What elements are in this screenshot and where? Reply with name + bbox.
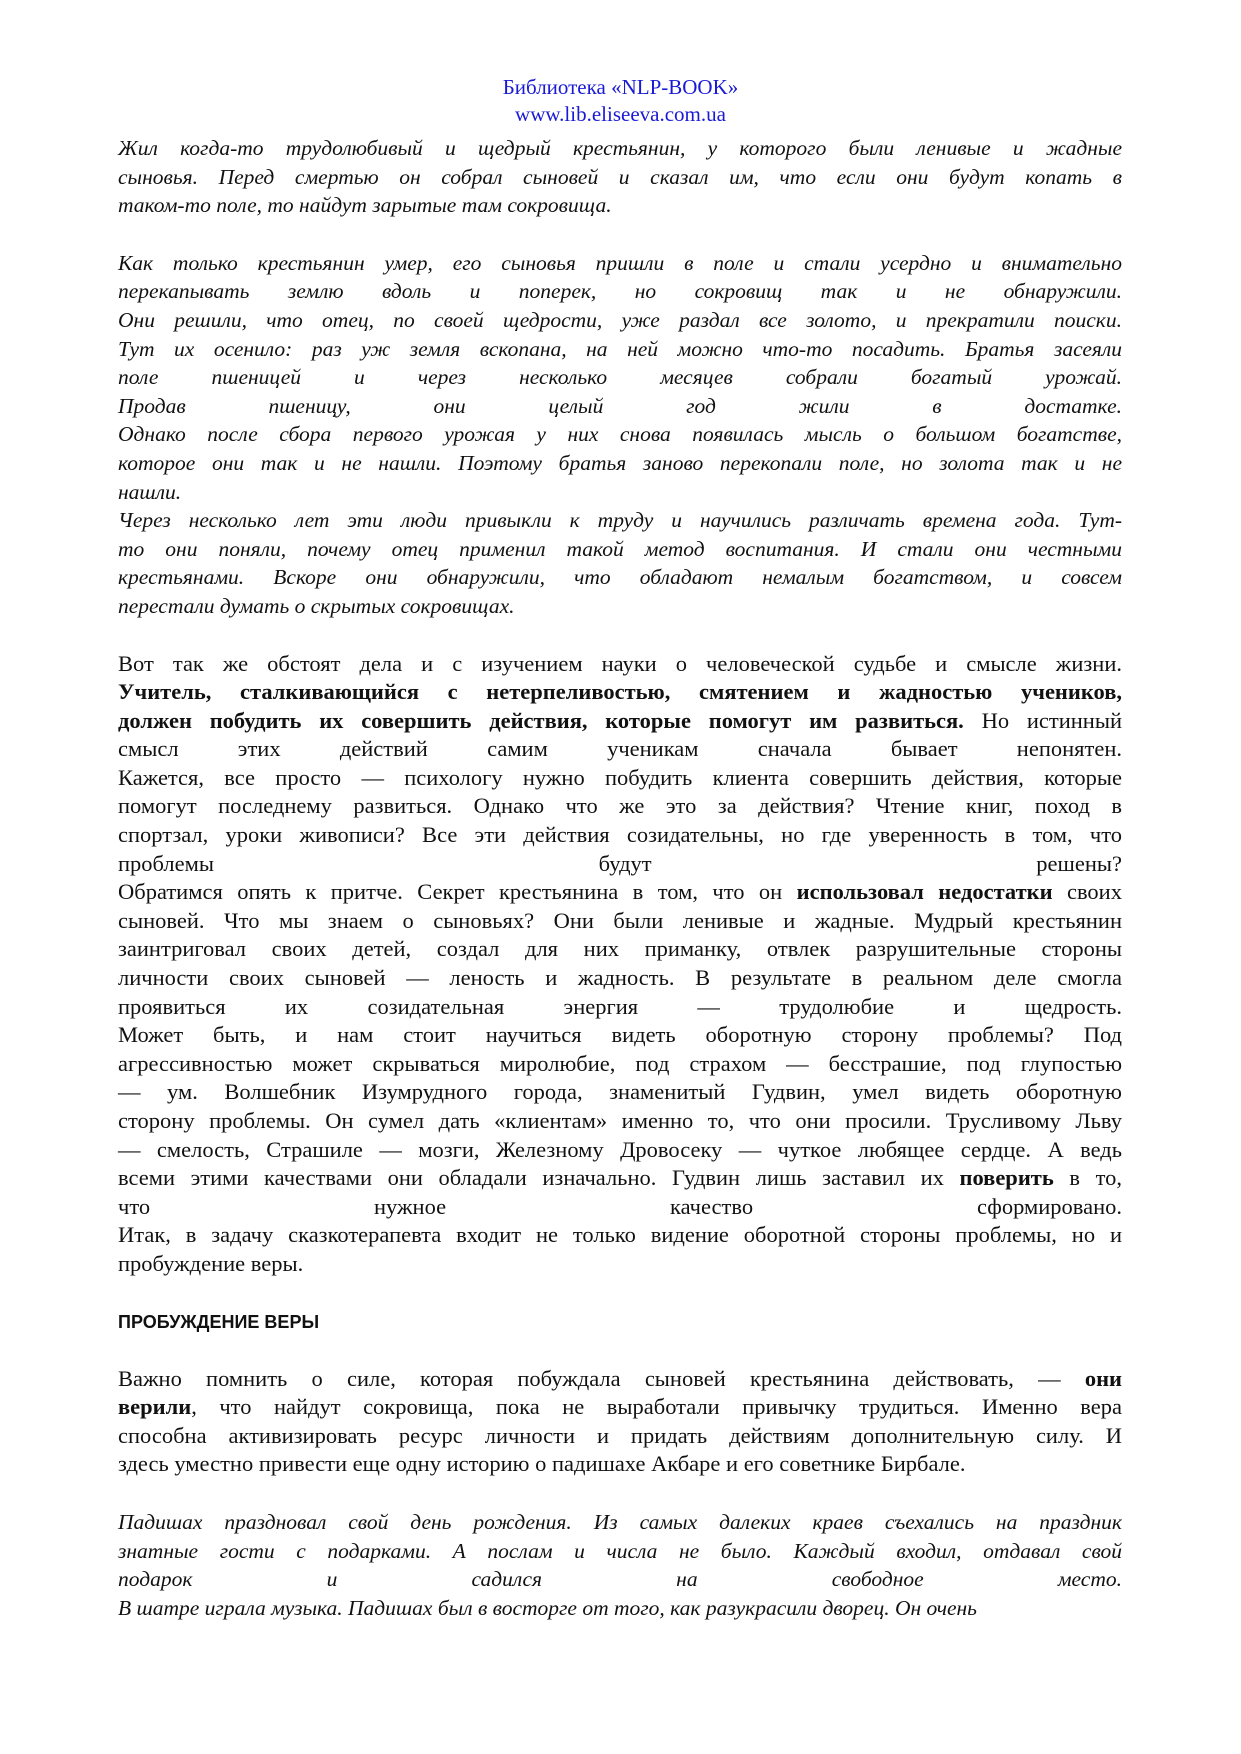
- text-run: спортзал, уроки живописи? Все эти действия созидательны, но где уверенность в том, что: [118, 822, 1122, 848]
- text-run: — смелость, Страшиле — мозги, Железному Дровосеку — чуткое любящее сердце. А ведь: [118, 1136, 1122, 1162]
- text-run: Кажется, все просто — психологу нужно побудить клиента совершить действия, которые: [118, 764, 1122, 790]
- text-run: Продав пшеницу, они целый год жили в достатке.: [118, 393, 1122, 418]
- text-run: личности своих сыновей — леность и жадность. В результате в реальном деле смогла: [118, 965, 1122, 991]
- text-run: Вот так же обстоят дела и с изучением науки о человеческой судьбе и смысле жизни.: [118, 650, 1122, 676]
- text-run: знатные гости с подарками. А послам и числа не было. Каждый входил, отдавал свой: [118, 1538, 1122, 1563]
- text-line: [118, 249, 1122, 278]
- text-line: [118, 392, 1122, 421]
- paragraph-spacer: [118, 1336, 1122, 1365]
- text-line: [118, 420, 1122, 449]
- text-run: Может быть, и нам стоит научиться видеть оборотную сторону проблемы? Под: [118, 1022, 1122, 1048]
- text-run: крестьянами. Вскоре они обнаружили, что обладают немалым богатством, и совсем: [118, 565, 1122, 590]
- paragraph-spacer: [118, 220, 1122, 249]
- text-run: — ум. Волшебник Изумрудного города, знаменитый Гудвин, умел видеть оборотную: [118, 1079, 1122, 1105]
- text-line: [118, 1537, 1122, 1566]
- text-run: которое они так и не нашли. Поэтому братья заново перекопали поле, но золота так и не: [118, 450, 1122, 475]
- paragraph-spacer: [118, 1279, 1122, 1308]
- bold-text: поверить: [959, 1165, 1054, 1191]
- bold-text: использовал недостатки: [796, 879, 1053, 905]
- text-line: [118, 1136, 1122, 1165]
- text-line: [118, 1164, 1122, 1193]
- text-run: Они решили, что отец, по своей щедрости, уже раздал все золото, и прекратили поиски.: [118, 307, 1122, 332]
- text-run: В шатре играла музыка. Падишах был в восторге от того, как разукрасили дворец. Он очень: [118, 1595, 977, 1620]
- text-run: своих: [1052, 879, 1122, 905]
- text-line: [118, 506, 1122, 535]
- text-run: сыновей. Что мы знаем о сыновьях? Они были ленивые и жадные. Мудрый крестьянин: [118, 907, 1122, 933]
- text-run: здесь уместно привести еще одну историю о падишахе Акбаре и его советнике Бирбале.: [118, 1451, 966, 1477]
- text-line: [118, 707, 1122, 736]
- text-run: Как только крестьянин умер, его сыновья пришли в поле и стали усердно и внимательно: [118, 250, 1122, 275]
- text-run: перестали думать о скрытых сокровищах.: [118, 593, 515, 618]
- library-title: Библиотека «NLP-BOOK»: [502, 75, 739, 99]
- text-run: таком-то поле, то найдут зарытые там сокровища.: [118, 193, 612, 218]
- text-line: [118, 1508, 1122, 1537]
- text-line: [118, 1193, 1122, 1222]
- parable-paragraph: [118, 134, 1122, 220]
- text-run: всеми этими качествами они обладали изначально. Гудвин лишь заставил их: [118, 1165, 960, 1191]
- text-line: [118, 478, 1122, 507]
- parable-paragraph: [118, 506, 1122, 620]
- text-run: поле пшеницей и через несколько месяцев собрали богатый урожай.: [118, 365, 1122, 390]
- text-run: заинтриговал своих детей, создал для них приманку, отвлек разрушительные стороны: [118, 936, 1122, 962]
- text-line: [118, 821, 1122, 850]
- text-line: [118, 592, 1122, 621]
- text-line: [118, 1594, 1122, 1623]
- text-line: [118, 191, 1122, 220]
- text-run: Обратимся опять к притче. Секрет крестьянина в том, что он: [118, 879, 797, 905]
- text-run: проявиться их созидательная энергия — трудолюбие и щедрость.: [118, 993, 1122, 1019]
- text-run: помогут последнему развиться. Однако что же это за действия? Чтение книг, поход в: [118, 793, 1122, 819]
- text-run: Но истинный: [963, 707, 1122, 733]
- text-line: [118, 535, 1122, 564]
- text-run: сыновья. Перед смертью он собрал сыновей и сказал им, что если они будут копать в: [118, 164, 1122, 189]
- document-body: [118, 134, 1122, 1622]
- text-run: Тут их осенило: раз уж земля вскопана, на ней можно что-то посадить. Братья засеяли: [118, 336, 1122, 361]
- text-run: смысл этих действий самим ученикам сначала бывает непонятен.: [118, 736, 1122, 762]
- text-line: [118, 792, 1122, 821]
- text-line: [118, 764, 1122, 793]
- paragraph-spacer: [118, 1479, 1122, 1508]
- text-line: [118, 1250, 1122, 1279]
- text-line: [118, 1221, 1122, 1250]
- text-run: перекапывать землю вдоль и поперек, но сокровищ так и не обнаружили.: [118, 279, 1122, 304]
- parable-paragraph: [118, 249, 1122, 506]
- text-line: [118, 1565, 1122, 1594]
- text-line: [118, 878, 1122, 907]
- text-run: агрессивностью может скрываться миролюбие, под страхом — бесстрашие, под глупостью: [118, 1050, 1122, 1076]
- parable-paragraph: [118, 1508, 1122, 1622]
- text-line: [118, 1078, 1122, 1107]
- text-line: [118, 1021, 1122, 1050]
- bold-text: Учитель, сталкивающийся с нетерпеливостью, смятением и жадностью учеников,: [118, 679, 1122, 705]
- paragraph-spacer: [118, 621, 1122, 650]
- text-run: Итак, в задачу сказкотерапевта входит не только видение оборотной стороны проблемы, но и: [118, 1222, 1122, 1248]
- text-line: [118, 277, 1122, 306]
- text-run: подарок и садился на свободное место.: [118, 1567, 1122, 1592]
- text-run: сторону проблемы. Он сумел дать «клиентам» именно то, что они просили. Трусливому Льву: [118, 1108, 1122, 1133]
- text-run: Важно помнить о силе, которая побуждала сыновей крестьянина действовать, —: [118, 1365, 1085, 1391]
- library-url[interactable]: www.lib.eliseeva.com.ua: [515, 102, 726, 126]
- text-run: Падишах праздновал свой день рождения. Из самых далеких краев съехались на праздник: [118, 1509, 1122, 1534]
- body-paragraph: [118, 1365, 1122, 1479]
- text-run: проблемы будут решены?: [118, 850, 1122, 876]
- text-line: [118, 563, 1122, 592]
- bold-text: они: [1084, 1365, 1122, 1391]
- body-paragraph: [118, 650, 1122, 1279]
- text-line: [118, 964, 1122, 993]
- text-run: Через несколько лет эти люди привыкли к труду и научились различать времена года. Тут-: [118, 508, 1122, 533]
- text-run: нашли.: [118, 479, 182, 504]
- text-run: , что найдут сокровища, пока не выработали привычку трудиться. Именно вера: [191, 1394, 1122, 1420]
- text-line: [118, 1450, 1122, 1479]
- text-line: [118, 163, 1122, 192]
- text-line: [118, 735, 1122, 764]
- text-line: [118, 363, 1122, 392]
- section-heading: ПРОБУЖДЕНИЕ ВЕРЫ: [118, 1311, 320, 1332]
- text-run: то они поняли, почему отец применил такой метод воспитания. И стали они честными: [118, 536, 1122, 561]
- text-run: Жил когда-то трудолюбивый и щедрый крестьянин, у которого были ленивые и жадные: [118, 136, 1122, 160]
- text-run: способна активизировать ресурс личности и придать действиям дополнительную силу. И: [118, 1422, 1122, 1448]
- bold-text: верили: [118, 1394, 192, 1420]
- text-line: [118, 1365, 1122, 1394]
- text-line: [118, 1107, 1122, 1136]
- text-line: [118, 306, 1122, 335]
- text-run: что нужное качество сформировано.: [118, 1193, 1122, 1219]
- text-line: [118, 678, 1122, 707]
- text-line: [118, 1422, 1122, 1451]
- text-line: [118, 993, 1122, 1022]
- text-line: [118, 907, 1122, 936]
- text-line: [118, 449, 1122, 478]
- text-line: [118, 1050, 1122, 1079]
- text-line: [118, 935, 1122, 964]
- text-line: [118, 850, 1122, 879]
- text-line: [118, 335, 1122, 364]
- text-line: [118, 134, 1122, 163]
- text-line: [118, 650, 1122, 679]
- text-run: Однако после сбора первого урожая у них снова появилась мысль о большом богатстве,: [118, 422, 1122, 447]
- text-run: пробуждение веры.: [118, 1250, 304, 1276]
- text-line: [118, 1393, 1122, 1422]
- bold-text: должен побудить их совершить действия, которые помогут им развиться.: [118, 707, 964, 733]
- page-header: [0, 74, 1241, 128]
- text-run: в то,: [1053, 1165, 1122, 1191]
